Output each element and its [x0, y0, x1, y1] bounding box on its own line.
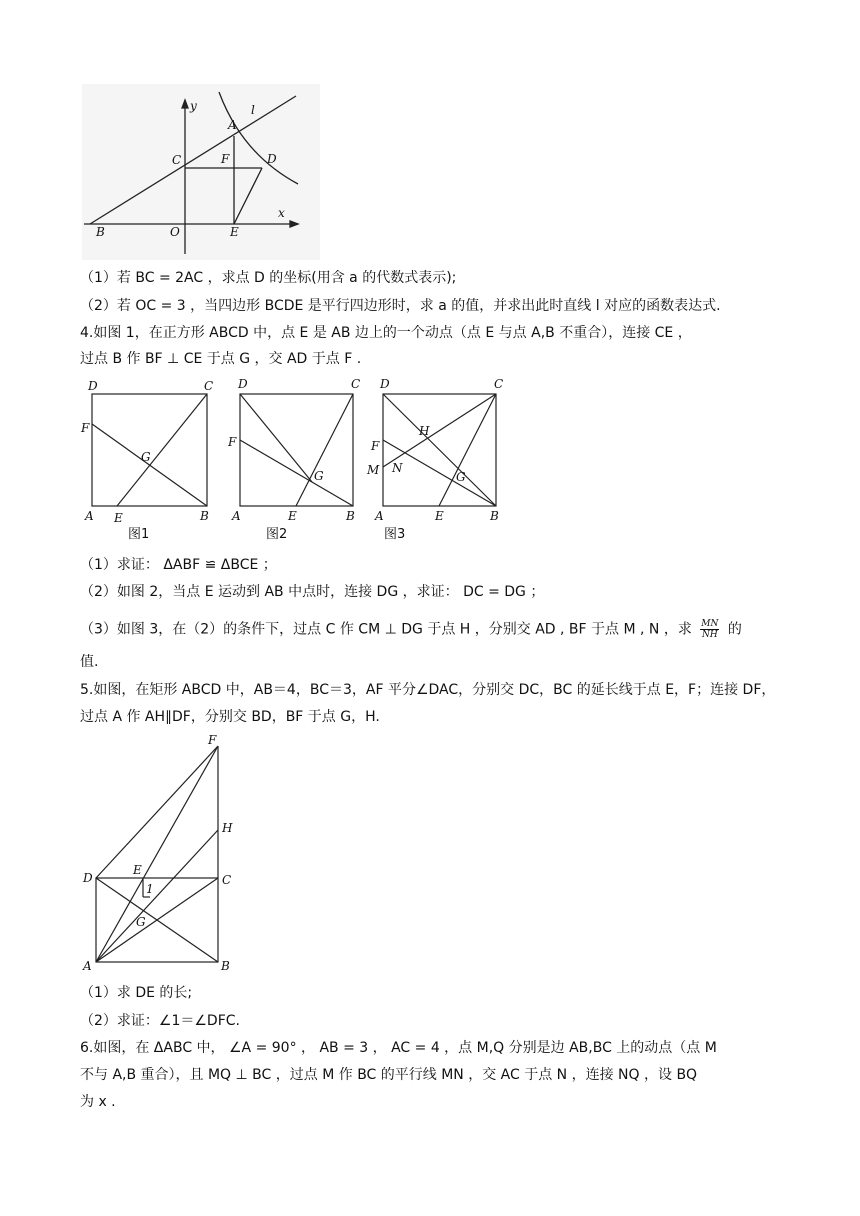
coordinate-figure — [82, 84, 320, 260]
fig-sq3-caption: 图3 — [384, 527, 406, 542]
fig1-label-E: E — [230, 225, 239, 239]
fig-sq3-label-G: G — [456, 470, 466, 484]
fig-sq1-label-F: F — [81, 421, 90, 435]
rect-label-H: H — [222, 821, 233, 835]
rect-label-C: C — [222, 873, 232, 887]
fraction-mn-nh — [700, 619, 719, 640]
fig-sq3-label-E: E — [435, 509, 444, 523]
fig-sq1-caption: 图1 — [128, 527, 150, 542]
fraction-denominator: NH — [701, 630, 718, 640]
fig-sq3-label-C: C — [494, 377, 504, 391]
fig-sq3-label-M: M — [367, 463, 380, 477]
q4-part3-text: （3）如图 3，在（2）的条件下，过点 C 作 CM ⊥ DG 于点 H ，分别交 AD , BF 于点 M , N ，求 — [80, 621, 692, 638]
fraction-numerator: MN — [701, 619, 719, 629]
fig1-label-y: y — [190, 99, 197, 113]
fig-sq1-label-C: C — [204, 379, 214, 393]
rect-label-E: E — [133, 863, 142, 877]
fig1-label-C: C — [172, 153, 182, 167]
q4-part3-end: 值. — [80, 654, 99, 670]
q6-line3: 为 x . — [80, 1094, 116, 1110]
fig-sq2-caption: 图2 — [266, 527, 288, 542]
fig1-label-O: O — [170, 225, 180, 239]
q3-part1: （1）若 BC = 2AC ，求点 D 的坐标(用含 a 的代数式表示); — [80, 270, 457, 286]
fig-sq3-label-B: B — [490, 509, 499, 523]
rect-label-G: G — [136, 915, 146, 929]
fig-sq2-label-F: F — [228, 435, 237, 449]
fig1-label-D: D — [267, 152, 277, 166]
fig1-label-x: x — [278, 206, 285, 220]
fig-sq2-label-C: C — [351, 377, 361, 391]
fig-sq2-label-E: E — [288, 509, 297, 523]
fig-sq3-label-H: H — [419, 424, 430, 438]
q5-stem-line2: 过点 A 作 AH∥DF，分别交 BD，BF 于点 G，H. — [80, 709, 380, 725]
q4-part3-tail: 的 — [727, 621, 742, 638]
q5-stem-line1: 5.如图，在矩形 ABCD 中，AB＝4，BC＝3，AF 平分∠DAC，分别交 DC，BC 的延长线于点 E，F；连接 DF， — [80, 682, 776, 698]
fig-sq1-label-A: A — [85, 509, 94, 523]
fig-sq1-label-E: E — [114, 511, 123, 525]
rect-label-A: A — [83, 959, 92, 973]
fig-sq3-label-F: F — [371, 439, 380, 453]
q6-line2: 不与 A,B 重合），且 MQ ⊥ BC ，过点 M 作 BC 的平行线 MN ，交 AC 于点 N ，连接 NQ ，设 BQ — [80, 1067, 698, 1083]
fig1-label-B: B — [96, 225, 105, 239]
fig-sq2-label-D: D — [238, 377, 248, 391]
fig-sq1-label-B: B — [200, 509, 209, 523]
q4-stem-line2: 过点 B 作 BF ⊥ CE 于点 G ，交 AD 于点 F . — [80, 351, 362, 367]
rect-label-D: D — [83, 871, 93, 885]
q6-line1: 6.如图，在 ΔABC 中， ∠A = 90° ， AB = 3 ， AC = 4 ，点 M,Q 分别是边 AB,BC 上的动点（点 M — [80, 1040, 717, 1056]
fig-sq1-label-G: G — [141, 450, 151, 464]
fig-sq1-label-D: D — [88, 379, 98, 393]
q3-part2: （2）若 OC = 3 ，当四边形 BCDE 是平行四边形时，求 a 的值，并求出此时直线 l 对应的函数表达式. — [80, 298, 721, 314]
fig-sq3-label-N: N — [392, 461, 403, 475]
rect-label-F: F — [208, 733, 217, 747]
rect-label-B: B — [221, 959, 230, 973]
fig-sq3-label-A: A — [375, 509, 384, 523]
fig1-label-A: A — [228, 118, 237, 132]
fig-sq2-label-A: A — [232, 509, 241, 523]
square-figures — [80, 374, 520, 546]
q4-part3 — [80, 619, 742, 640]
rectangle-figure — [80, 732, 260, 976]
fig-sq2-label-G: G — [314, 469, 324, 483]
q4-stem-line1: 4.如图 1，在正方形 ABCD 中，点 E 是 AB 边上的一个动点（点 E 与点 A,B 不重合），连接 CE ， — [80, 325, 692, 341]
fig-sq2-label-B: B — [346, 509, 355, 523]
fig1-label-l: l — [251, 103, 255, 117]
fig1-label-F: F — [221, 152, 230, 166]
rect-label-1: 1 — [146, 882, 154, 896]
q4-part1: （1）求证： ΔABF ≌ ΔBCE ； — [80, 557, 277, 573]
fig-sq3-label-D: D — [380, 377, 390, 391]
q4-part2: （2）如图 2，当点 E 运动到 AB 中点时，连接 DG ，求证： DC = DG ； — [80, 584, 545, 600]
q5-part2: （2）求证：∠1＝∠DFC. — [80, 1013, 240, 1029]
q5-part1: （1）求 DE 的长; — [80, 985, 193, 1001]
